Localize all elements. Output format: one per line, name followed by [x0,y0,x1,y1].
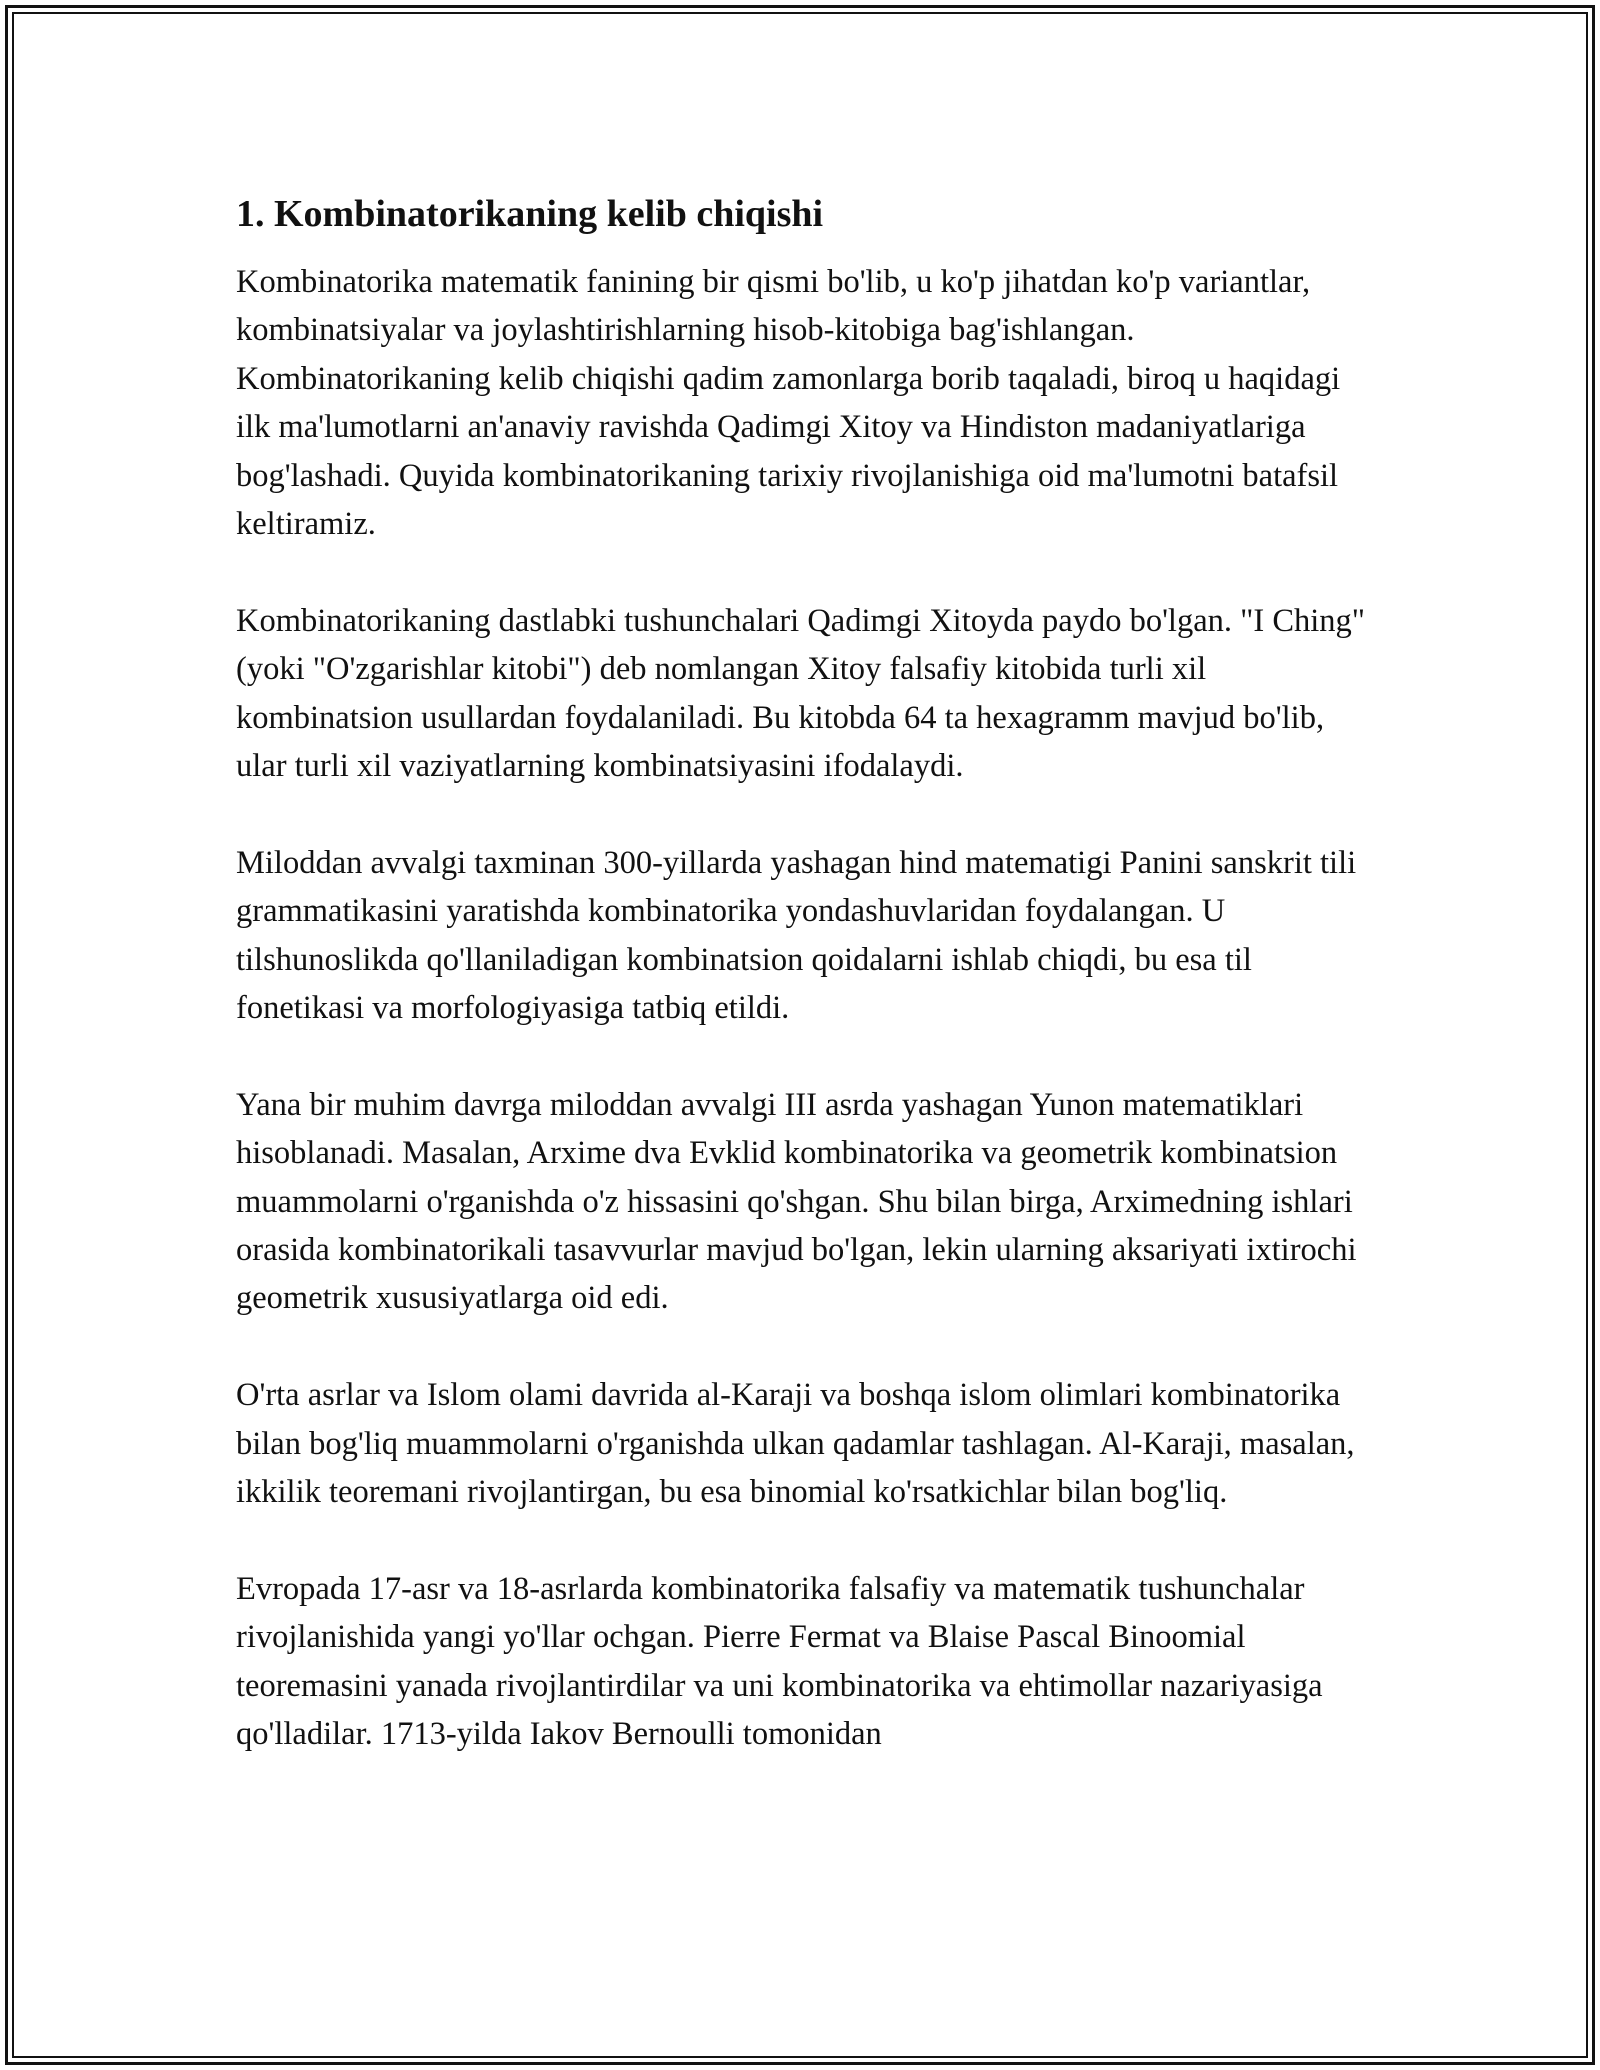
document-content [236,190,1376,1807]
paragraph-intro: Kombinatorika matematik fanining bir qismi bo'lib, u ko'p jihatdan ko'p variantlar, kombinatsiyalar va joylashtirishlarning hisob-kitobiga bag'ishlangan. Kombinatorikaning kelib chiqishi qadim zamonlarga borib taqaladi, biroq u haqidagi ilk ma'lumotlarni an'anaviy ravishda Qadimgi Xitoy va Hindiston madaniyatlariga bog'lashadi. Quyida kombinatorikaning tarixiy rivojlanishiga oid ma'lumotni batafsil keltiramiz. [236,264,1341,543]
section-heading: 1. Kombinatorikaning kelib chiqishi [236,193,824,235]
paragraph-india: Miloddan avvalgi taxminan 300-yillarda yashagan hind matematigi Panini sanskrit tili grammatikasini yaratishda kombinatorika yondashuvlaridan foydalangan. U tilshunoslikda qo'llaniladigan kombinatsion qoidalarni ishlab chiqdi, bu esa til fonetikasi va morfologiyasiga tatbiq etildi. [236,844,1357,1027]
paragraph-china: Kombinatorikaning dastlabki tushunchalari Qadimgi Xitoyda paydo bo'lgan. "I Ching" (yoki "O'zgarishlar kitobi") deb nomlangan Xitoy falsafiy kitobida turli xil kombinatsion usullardan foydalaniladi. Bu kitobda 64 ta hexagramm mavjud bo'lib, ular turli xil vaziyatlarning kombinatsiyasini ifodalaydi. [236,602,1366,785]
paragraph-greece: Yana bir muhim davrga miloddan avvalgi III asrda yashagan Yunon matematiklari hisoblanadi. Masalan, Arxime dva Evklid kombinatorika va geometrik kombinatsion muammolarni o'rganishda o'z hissasini qo'shgan. Shu bilan birga, Arximedning ishlari orasida kombinatorikali tasavvurlar mavjud bo'lgan, lekin ularning aksariyati ixtirochi geometrik xususiyatlarga oid edi. [236,1086,1357,1317]
paragraph-islamic: O'rta asrlar va Islom olami davrida al-Karaji va boshqa islom olimlari kombinatorika bilan bog'liq muammolarni o'rganishda ulkan qadamlar tashlagan. Al-Karaji, masalan, ikkilik teoremani rivojlantirgan, bu esa binomial ko'rsatkichlar bilan bog'liq. [236,1377,1355,1511]
paragraph-europe: Evropada 17-asr va 18-asrlarda kombinatorika falsafiy va matematik tushunchalar rivojlanishida yangi yo'llar ochgan. Pierre Fermat va Blaise Pascal Binoomial teoremasini yanada rivojlantirdilar va uni kombinatorika va ehtimollar nazariyasiga qo'lladilar. 1713-yilda Iakov Bernoulli tomonidan [236,1570,1323,1753]
